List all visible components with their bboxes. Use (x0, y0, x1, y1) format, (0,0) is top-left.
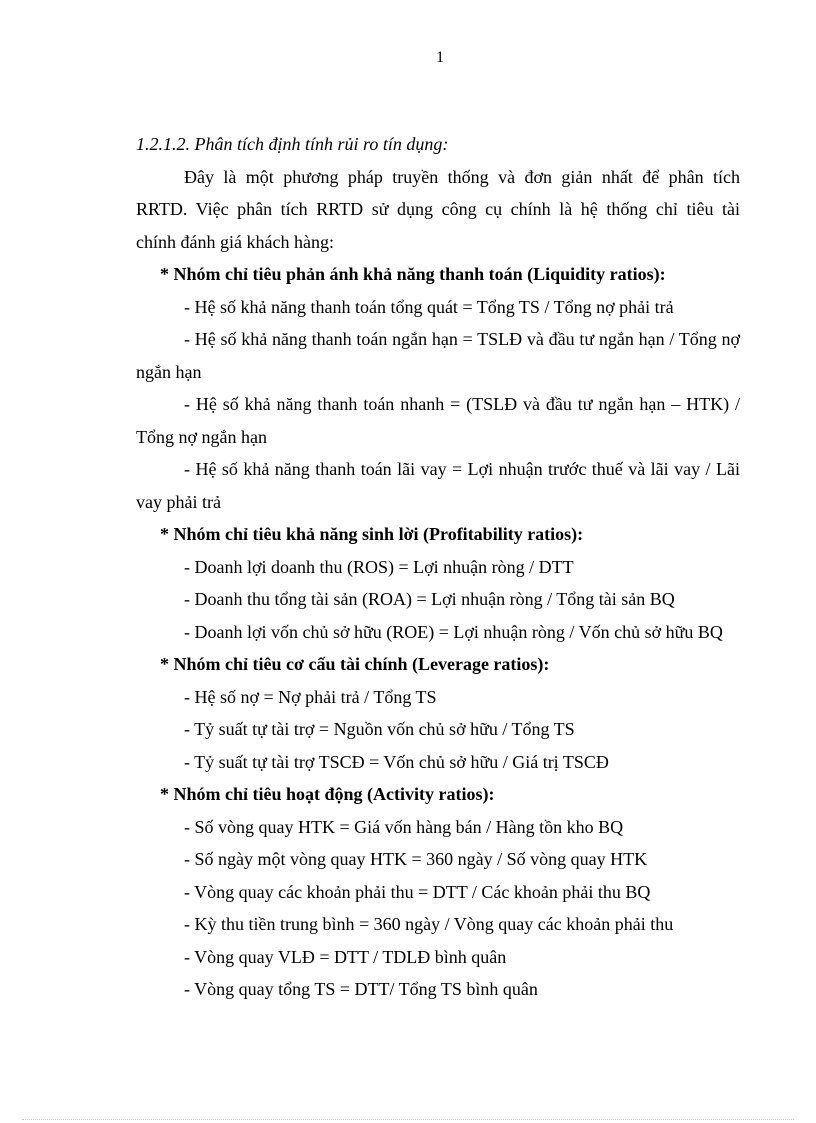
group-title-liquidity: * Nhóm chỉ tiêu phản ánh khả năng thanh toán (Liquidity ratios): (160, 264, 666, 284)
document-body (136, 128, 740, 1006)
list-item: - Hệ số khả năng thanh toán ngắn hạn = TSLĐ và đầu tư ngắn hạn / Tổng nợ ngắn hạn (136, 329, 740, 382)
group-title-leverage: * Nhóm chỉ tiêu cơ cấu tài chính (Leverage ratios): (160, 654, 550, 674)
list-item: - Kỳ thu tiền trung bình = 360 ngày / Vòng quay các khoản phải thu (184, 914, 674, 934)
intro-line-2: RRTD. Việc phân tích RRTD sử dụng công cụ chính là hệ thống chỉ tiêu tài (136, 199, 740, 219)
group-title-profitability: * Nhóm chỉ tiêu khả năng sinh lời (Profitability ratios): (160, 524, 584, 544)
page-number: 1 (436, 49, 444, 66)
list-item: - Vòng quay các khoản phải thu = DTT / Các khoản phải thu BQ (184, 881, 651, 902)
intro-line-3: chính đánh giá khách hàng: (136, 231, 334, 252)
group-title-activity: * Nhóm chỉ tiêu hoạt động (Activity ratios): (160, 784, 495, 804)
section-heading: 1.2.1.2. Phân tích định tính rủi ro tín dụng: (136, 134, 449, 154)
list-item: - Doanh thu tổng tài sản (ROA) = Lợi nhuận ròng / Tổng tài sản BQ (184, 589, 675, 609)
page-bottom-divider (22, 1119, 794, 1120)
list-item: - Hệ số khả năng thanh toán lãi vay = Lợi nhuận trước thuế và lãi vay / Lãi vay phải trả (136, 459, 740, 512)
intro-line-1: Đây là một phương pháp truyền thống và đơn giản nhất để phân tích (184, 166, 740, 187)
list-item: - Doanh lợi vốn chủ sở hữu (ROE) = Lợi nhuận ròng / Vốn chủ sở hữu BQ (184, 621, 723, 642)
list-item: - Hệ số khả năng thanh toán nhanh = (TSLĐ và đầu tư ngắn hạn – HTK) / Tổng nợ ngắn hạn (136, 394, 740, 447)
list-item: - Tỷ suất tự tài trợ TSCĐ = Vốn chủ sở hữu / Giá trị TSCĐ (184, 751, 609, 772)
list-item: - Vòng quay tổng TS = DTT/ Tổng TS bình quân (184, 979, 538, 999)
list-item: - Số ngày một vòng quay HTK = 360 ngày / Số vòng quay HTK (184, 849, 648, 869)
list-item: - Vòng quay VLĐ = DTT / TDLĐ bình quân (184, 946, 507, 967)
list-item: - Hệ số nợ = Nợ phải trả / Tổng TS (184, 686, 437, 707)
list-item: - Hệ số khả năng thanh toán tổng quát = Tổng TS / Tổng nợ phải trả (184, 296, 674, 317)
list-item: - Doanh lợi doanh thu (ROS) = Lợi nhuận ròng / DTT (184, 556, 574, 577)
list-item: - Tỷ suất tự tài trợ = Nguồn vốn chủ sở hữu / Tổng TS (184, 719, 575, 739)
list-item: - Số vòng quay HTK = Giá vốn hàng bán / Hàng tồn kho BQ (184, 816, 624, 837)
